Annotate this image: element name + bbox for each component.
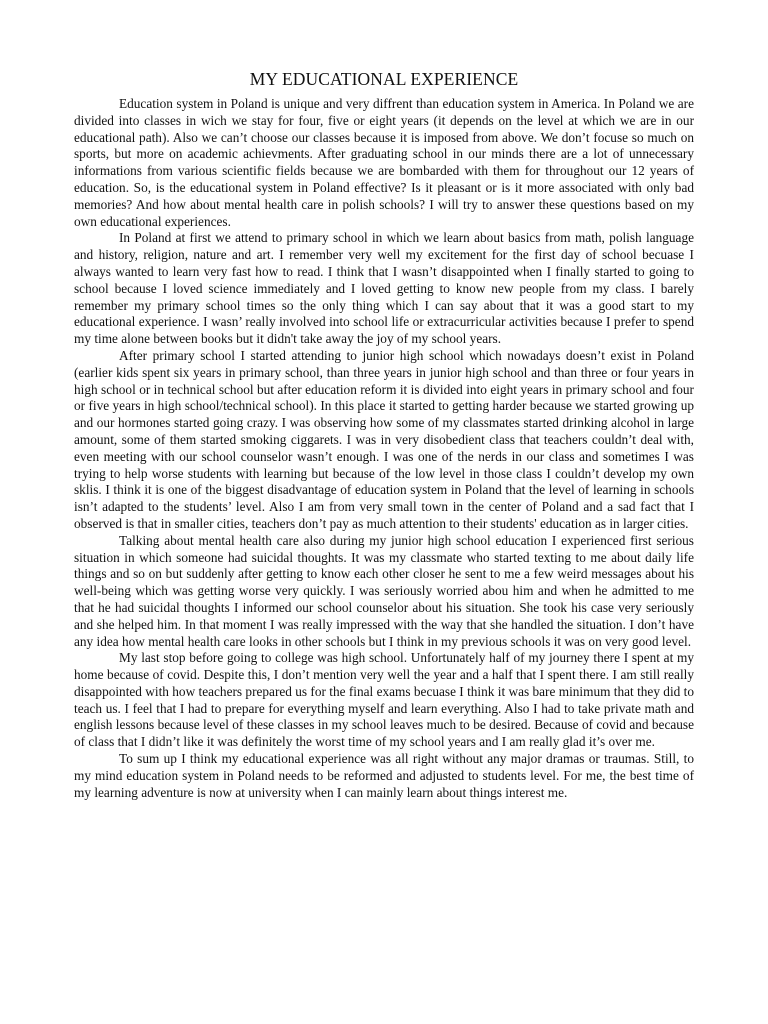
paragraph-primary-school: In Poland at first we attend to primary school in which we learn about basics from math, polish language and history, religion, nature and art. I remember very well my excitement for the first day of school becuase I always wanted to learn very fast how to read. I think that I wasn’t disappointed when I finally started to going to school because I loved science immediately and I loved getting to know new people from my class. I barely remember my primary school times so the only thing which I can say about that it was a good start to my educational experience. I wasn’ really involved into school life or extracurricular activities because I prefer to spend my time alone between books but it didn't take away the joy of my school years.	[74, 230, 694, 347]
document-title: MY EDUCATIONAL EXPERIENCE	[249, 69, 519, 89]
document-page	[74, 68, 694, 801]
paragraph-intro: Education system in Poland is unique and very diffrent than education system in America. In Poland we are divided into classes in wich we stay for four, five or eight years (it depends on the level at which we are in our educational path). Also we can’t choose our classes because it is imposed from above. We don’t focuse so much on sports, but more on academic achievments. After graduating school in our minds there are a lot of unnecessary informations from various scientific fields because we are bombarded with them for throughout our 12 years of education. So, is the educational system in Poland effective? Is it pleasant or is it more associated with only bad memories? And how about mental health care in polish schools? I will try to answer these questions based on my own educational experiences.	[74, 96, 694, 229]
paragraph-high-school: My last stop before going to college was high school. Unfortunately half of my journey there I spent at my home because of covid. Despite this, I don’t mention very well the year and a half that I spent there. I am still really disappointed with how teachers prepared us for the final exams becuase I think it was bare minimum that they did to teach us. I feel that I had to prepare for everything myself and learn everything. Also I had to take private math and english lessons because level of these classes in my school leaves much to be desired. Because of covid and because of class that I didn’t like it was definitely the worst time of my school years and I am really glad it’s over me.	[74, 650, 694, 750]
paragraph-mental-health: Talking about mental health care also during my junior high school education I experienced first serious situation in which someone had suicidal thoughts. It was my classmate who started texting to me about daily life things and so on but suddenly after getting to know each other closer he sent to me a few weird messages about his well-being which was getting worse very quickly. I was seriously worried abou him and when he admitted to me that he had suicidal thoughts I informed our school counselor about his situation. She took his case very seriously and she helped him. In that moment I was really impressed with the way that she handled the situation. I don’t have any idea how mental health care looks in other schools but I think in my previous schools it was on very good level.	[74, 532, 694, 649]
paragraph-conclusion: To sum up I think my educational experience was all right without any major dramas or traumas. Still, to my mind education system in Poland needs to be reformed and adjusted to students level. For me, the best time of my learning adventure is now at university when I can mainly learn about things interest me.	[74, 751, 694, 800]
paragraph-junior-high: After primary school I started attending to junior high school which nowadays doesn’t exist in Poland (earlier kids spent six years in primary school, than three years in junior high school and than three or four years in high school or in technical school but after education reform it is divided into eight years in primary school and four or five years in high school/technical school). In this place it started to getting harder because we started growing up and our hormones started going crazy. I was observing how some of my classmates started drinking alcohol in large amount, some of them started smoking ciggarets. I was in very disobedient class that teachers couldn’t deal with, even meeting with our school counselor wasn’t enough. I was one of the nerds in our class and sometimes I was trying to help worse students with learning but because of the low level in those class I couldn’t develop my own sklis. I think it is one of the biggest disadvantage of education system in Poland that the level of learning in schools isn’t adapted to the students’ level. Also I am from very small town in the center of Poland and a sad fact that I observed is that in smaller cities, teachers don’t pay as much attention to their students' education as in larger cities.	[74, 347, 694, 531]
